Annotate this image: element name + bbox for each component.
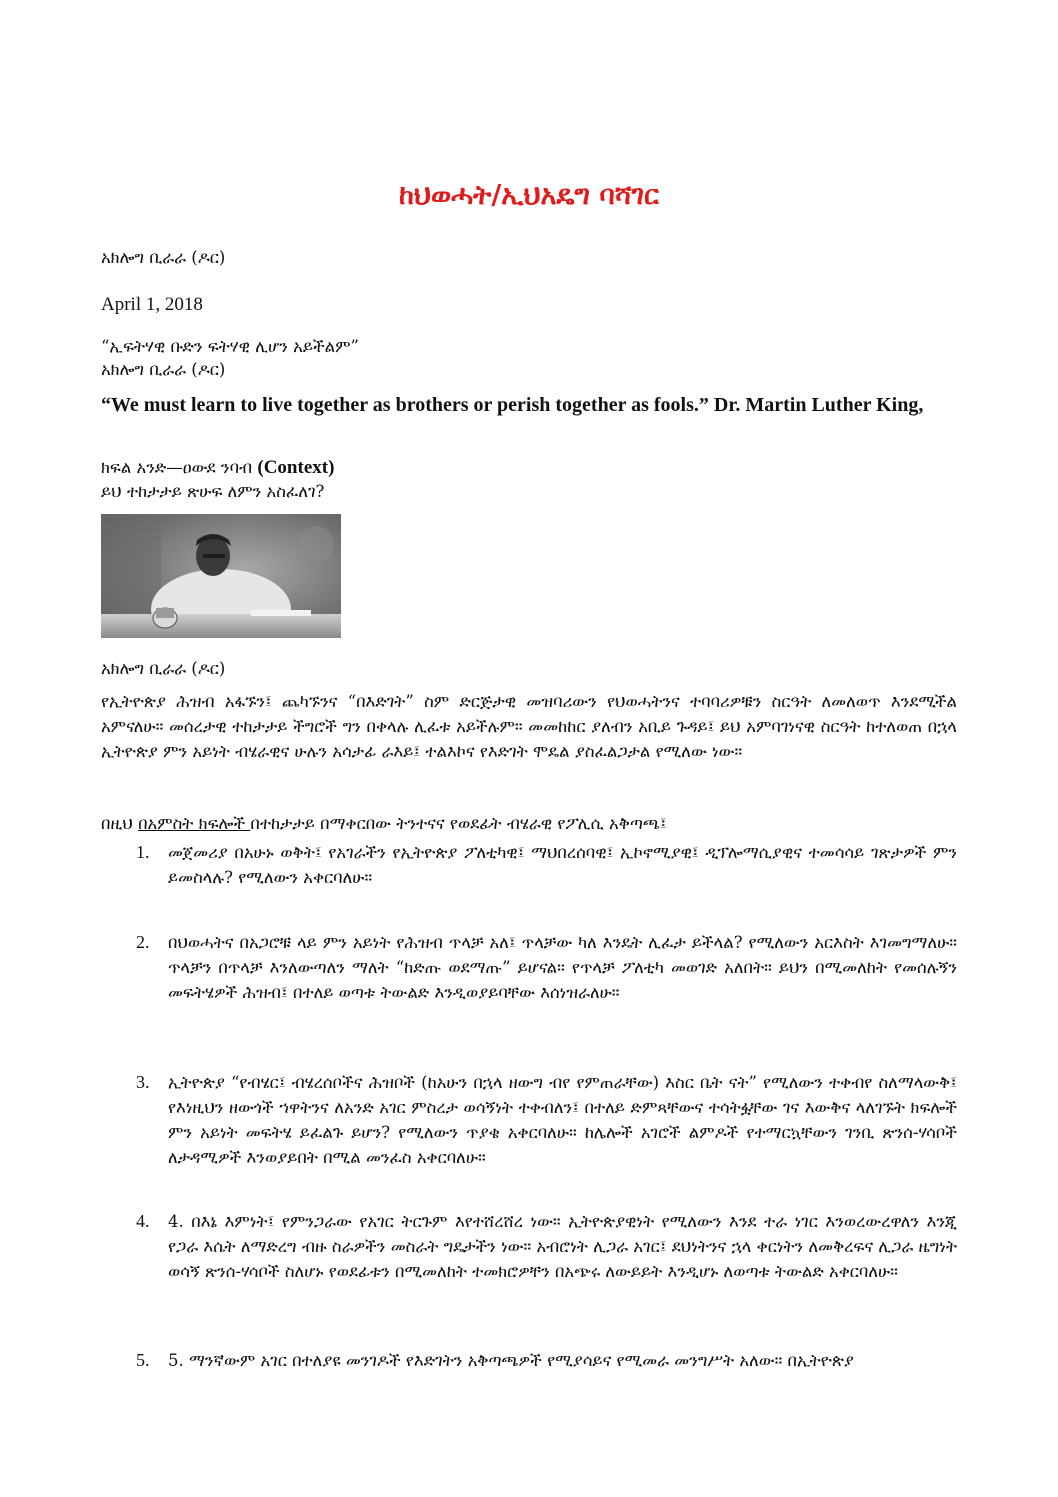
list-item-text: ኢትዮጵያ “የብሄር፤ ብሄረሰቦችና ሕዝቦች (ከአሁን በኋላ ዘውግ ብየ የምጠራቸው) እስር ቤት ናት” የሚለውን ተቀብየ ስለማላውቅ፤ የእነዚህን ዘውጎች ኀዋትንና ለአንድ አገር ምስረታ ወሳኝነት ተቀብለን፤ በተለይ ድምጻቸውና ተሳትፏቸው ገና እውቅና ላለገኙት ክፍሎች ምን አይነት መፍትሄ ይፈልጉ ይሆን? የሚለውን ጥያቄ አቀርባለሁ። ከሌሎች አገሮች ልምዶች የተማርኳቸውን ገንቢ ጽንሰ-ሃሳቦች ለታዳሚዎች እንወያይበት በሚል መንፈስ አቀርባለሁ።: [168, 1073, 957, 1167]
lead-sentence-start: በዚህ: [101, 814, 139, 833]
publish-date: April 1, 2018: [101, 294, 203, 315]
author-byline: አክሎግ ቢራራ (ዶር): [101, 248, 226, 267]
list-item-number: 4.: [136, 1211, 150, 1231]
amharic-quote: “ኢፍትሃዊ ቡድን ፍትሃዊ ሊሆን አይችልም”: [101, 337, 359, 356]
lead-sentence-end: በተከታታይ በማቀርበው ትንተናና የወደፊት ብሄራዊ የፖሊሲ አቅጣጫ፤: [250, 814, 667, 833]
section-heading: [101, 457, 334, 479]
list-item-text: መጀመሪያ በአሁኑ ወቅት፤ የአገራችን የኢትዮጵያ ፖለቲካዊ፤ ማህበረሰባዊ፤ ኢኮኖሚያዊ፤ ዲፕሎማሲያዊና ተመሳሳይ ገጽታዎች ምን ይመስላሉ? የሚለውን አቀርባለሁ።: [168, 843, 957, 887]
list-item-number: 3.: [136, 1072, 150, 1092]
list-item-number: 1.: [136, 842, 150, 862]
lead-sentence-underlined: በአምስት ክፍሎች: [138, 814, 251, 833]
list-item-number: 5.: [136, 1350, 150, 1370]
lead-sentence: [101, 813, 667, 835]
amharic-quote-author: አክሎግ ቢራራ (ዶር): [101, 360, 226, 379]
author-photo: [101, 514, 341, 638]
photo-caption: አክሎግ ቢራራ (ዶር): [101, 659, 226, 678]
list-item-number: 2.: [136, 932, 150, 952]
list-item: [136, 1070, 957, 1170]
list-item-text: 5. ማንኛውም አገር በተለያዩ መንገዶች የእድገትን አቅጣጫዎች የሚያሳይና የሚመራ መንግሥት አለው። በኢትዮጵያ: [168, 1351, 854, 1370]
section-heading-amharic: ክፍል አንድ—ዐውደ ንባብ: [101, 458, 253, 477]
list-item: [136, 1348, 957, 1373]
list-item: [136, 1209, 957, 1284]
author-photo-image: [101, 514, 341, 638]
list-item-text: 4. በእኔ እምነት፤ የምንጋራው የአገር ትርጉም እየተሸረሸረ ነው። ኢትዮጵያዊነት የሚለውን እንደ ተራ ነገር እንወረውረዋለን እንጂ የጋራ እሴት ለማድረግ ብዙ ስራዎችን መስራት ግዴታችን ነው። አብሮነት ሊጋራ አገር፤ ደህነትንና ኋላ ቀርነትን ለመቅረፍና ሊጋራ ዜግነት ወሳኝ ጽንሰ-ሃሳቦች ስለሆኑ የወደፊቱን በሚመለከት ተመክሮዎቸን በአጭሩ ለውይይት እንዲሆኑ ለወጣቱ ትውልድ አቀርባለሁ።: [168, 1212, 957, 1281]
list-item: [136, 840, 957, 890]
document-title: ከህወሓት/ኢህአዴግ ባሻገር: [399, 180, 659, 211]
list-item-text: በህወሓትና በአጋሮቹ ላይ ምን አይነት የሕዝብ ጥላቻ አለ፤ ጥላቻው ካለ እንዴት ሊፈታ ይችላል? የሚለውን አርእስት እገመግማለሁ። ጥላቻን በጥላቻ እንለውጣለን ማለት “ከድጡ ወደማጡ” ይሆናል። የጥላቻ ፖለቲካ መወገድ አለበት። ይህን በሚመለከት የመሰሉኝን መፍትሄዎች ሕዝብ፤ በተለይ ወጣቱ ትውልድ እንዲወያይባቸው እሰነዝራለሁ።: [168, 933, 957, 1002]
list-item: [136, 930, 957, 1005]
section-heading-english: (Context): [257, 457, 335, 478]
subheading: ይህ ተከታታይ ጽሁፍ ለምን አስፈለገ?: [101, 482, 325, 501]
english-quote: “We must learn to live together as brothers or perish together as fools.” Dr. Martin Luther King,: [101, 394, 924, 416]
intro-paragraph: የኢትዮጵያ ሕዝብ አፋኙን፤ ጨካኙንና “በእድገት” ስም ድርጅታዊ መዝባሪውን የህወሓትንና ተባባሪዎቹን ስርዓት ለመለወጥ እንደሚችል አምናለሁ። መሰረታዊ ተከታታይ ችግሮች ግን በቀላሉ ሊፈቱ አይችሉም። መመከከር ያለብን አቢይ ጉዳይ፤ ይህ አምባገነናዊ ስርዓት ከተለወጠ በኋላ ኢትዮጵያ ምን አይነት ብሄራዊና ሁሉን አሳታፊ ራእይ፤ ተልእኮና የእድገት ሞዴል ያስፈልጋታል የሚለው ነው።: [101, 692, 957, 761]
